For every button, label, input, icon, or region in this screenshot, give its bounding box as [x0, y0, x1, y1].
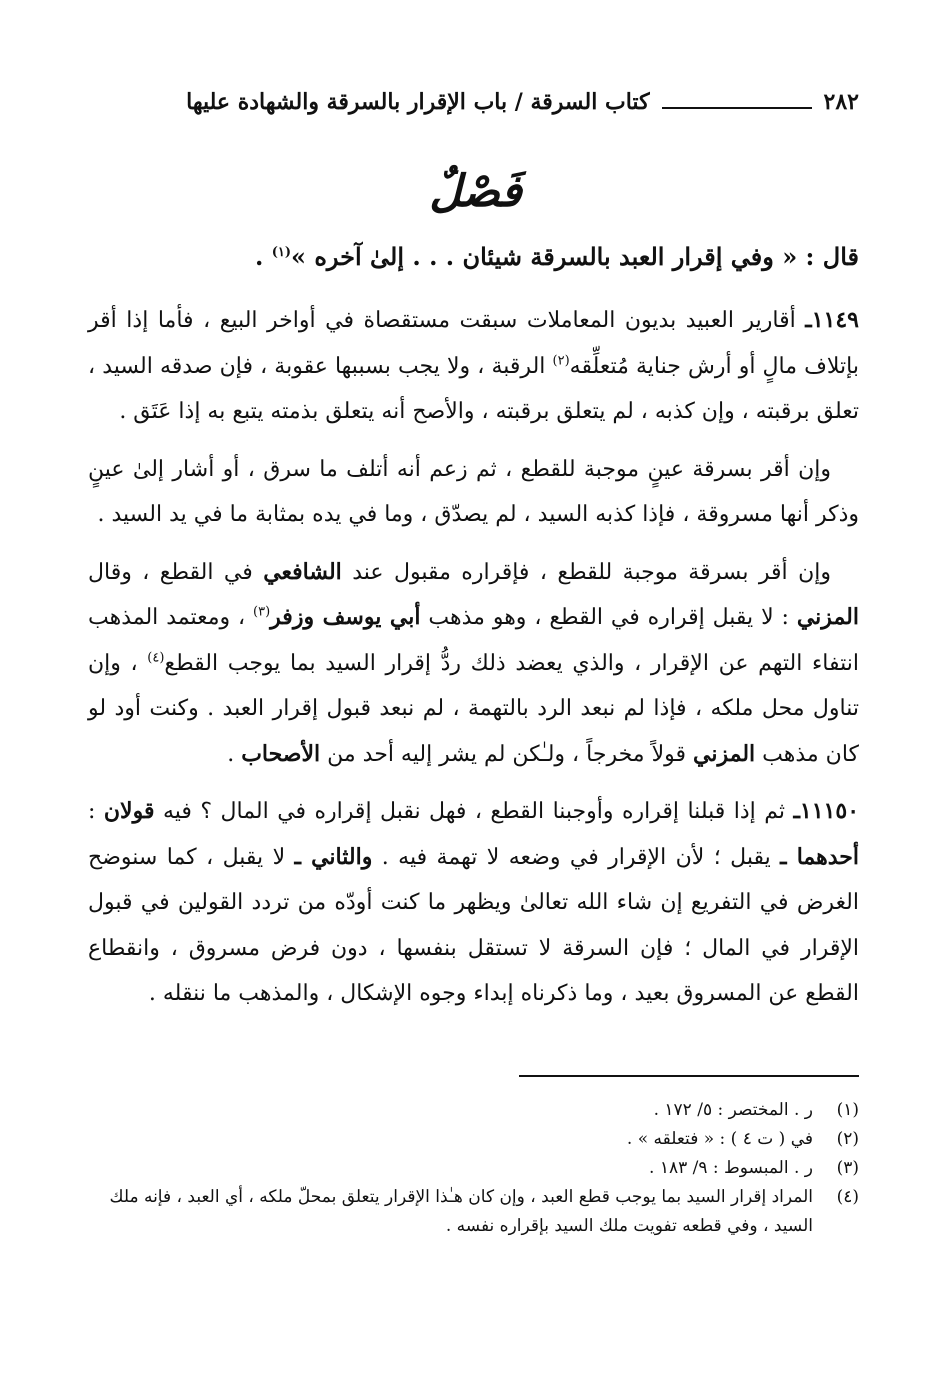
footnote-text: في ( ت ٤ ) : « فتعلقه » . — [626, 1129, 813, 1149]
paragraph-theft-claim: وإن أقر بسرقة عينٍ موجبة للقطع ، ثم زعم أنه أتلف ما سرق ، أو أشار إلىٰ عينٍ وذكر أنها مسروقة ، فإذا كذبه السيد ، لم يصدّق ، وما في يده بمثابة ما في يد السيد . — [88, 456, 859, 527]
footnote-number: (٣) — [836, 1158, 859, 1178]
footnotes — [88, 1096, 859, 1241]
term-ashab: الأصحاب — [241, 740, 321, 767]
section-heading: فَصْلٌ — [429, 166, 522, 217]
footnote-ref-2: (٢) — [552, 353, 570, 369]
qala-end: . — [254, 242, 272, 271]
footnote-text: المراد إقرار السيد بما يوجب قطع العبد ، وإن كان هـٰذا الإقرار يتعلق بمحلّ ملكه ، أي العبد ، فإنه ملك السيد ، وفي قطعه تفويت ملك السيد بإقراره نفسه . — [109, 1187, 813, 1236]
name-abu-yusuf-zufar: أبي يوسف وزفر — [270, 604, 421, 630]
name-muzani: المزني — [796, 604, 859, 630]
paragraph-text: ، ومعتمد المذهب انتفاء التهم عن الإقرار ، والذي يعضد ذلك ردُّ إقرار السيد بما يوجب القطع — [88, 605, 860, 676]
footnote-number: (١) — [836, 1100, 859, 1120]
term-qawlan: قولان — [103, 798, 155, 824]
paragraph-text: : — [88, 799, 104, 824]
paragraph-text: أقارير العبيد بديون المعاملات سبقت مستقصاة في أواخر البيع ، فأما إذا أقر بإتلاف مالٍ أو أرش جناية مُتعلِّقه — [88, 308, 860, 379]
qala-line — [90, 237, 859, 277]
paragraph-11150 — [88, 789, 859, 1017]
footnote-ref-4: (٤) — [147, 650, 165, 666]
paragraph-text: يقبل ؛ لأن الإقرار في وضعه لا تهمة فيه . — [372, 844, 781, 870]
name-muzani-2: المزني — [693, 740, 756, 767]
footnote-number: (٢) — [836, 1129, 859, 1149]
qala-quote: « وفي إقرار العبد بالسرقة شيئان . . . إلىٰ آخره » — [290, 242, 798, 271]
issue-number-1149: ١١٤٩ـ — [805, 307, 859, 333]
paragraph-confession-amputation — [88, 550, 859, 778]
paragraph-text: ، وإن تناول محل ملكه ، فإذا لم نبعد الرد بالتهمة ، لم نبعد قبول إقرار العبد . وكنت أود لو كان مذهب — [88, 650, 859, 767]
main-text — [88, 298, 859, 1029]
footnote-separator — [519, 1075, 859, 1077]
page-number: ٢٨٢ — [823, 89, 859, 115]
footnote-ref-1: (١) — [271, 245, 291, 260]
footnote-2 — [88, 1125, 859, 1154]
paragraph-text: وإن أقر بسرقة موجبة للقطع ، فإقراره مقبول عند — [341, 559, 831, 585]
footnote-1 — [88, 1096, 859, 1125]
paragraph-text: الرقبة ، ولا يجب بسببها عقوبة ، فإن صدقه السيد ، تعلق برقبته ، وإن كذبه ، لم يتعلق برقبته ، والأصح أنه يتعلق بذمته يتبع به إذا عَتَق . — [88, 353, 859, 424]
issue-number-11150: ١١١٥٠ـ — [793, 798, 860, 824]
paragraph-text: لا يقبل ، كما سنوضح الغرض في التفريع إن شاء الله تعالىٰ ويظهر ما كنت أودّه من تردد القولين في قبول الإقرار في المال ؛ فإن السرقة لا تستقل بنفسها ، دون فرض مسروق ، وانقطاع القطع عن المسروق بعيد ، وما ذكرناه إبداء وجوه الإشكال ، والمذهب ما ننقله . — [88, 844, 859, 1006]
page-header — [90, 82, 859, 122]
qala-lead: قال : — [797, 242, 859, 271]
footnote-text: ر . المختصر : ٥/ ١٧٢ . — [653, 1100, 813, 1120]
footnote-3 — [88, 1154, 859, 1183]
paragraph-text: قولاً مخرجاً ، ولـٰكن لم يشر إليه أحد من — [320, 741, 693, 767]
paragraph-text: . — [227, 741, 242, 767]
footnote-text: ر . المبسوط : ٩/ ١٨٣ . — [649, 1158, 813, 1178]
paragraph-text: ثم إذا قبلنا إقراره وأوجبنا القطع ، فهل نقبل إقراره في المال ؟ فيه — [154, 799, 794, 824]
term-ahaduhuma: أحدهما ـ — [780, 843, 859, 870]
running-title: كتاب السرقة / باب الإقرار بالسرقة والشهادة عليها — [186, 89, 650, 115]
term-thani: والثاني ـ — [294, 843, 373, 870]
paragraph-1149 — [88, 298, 859, 435]
footnote-4 — [88, 1183, 859, 1241]
header-rule — [662, 107, 812, 109]
name-shafii: الشافعي — [263, 558, 342, 585]
footnote-number: (٤) — [836, 1187, 859, 1207]
footnote-ref-3: (٣) — [253, 604, 271, 620]
paragraph-text: في القطع ، وقال — [88, 559, 264, 585]
paragraph-text: : لا يقبل إقراره في القطع ، وهو مذهب — [420, 605, 797, 630]
